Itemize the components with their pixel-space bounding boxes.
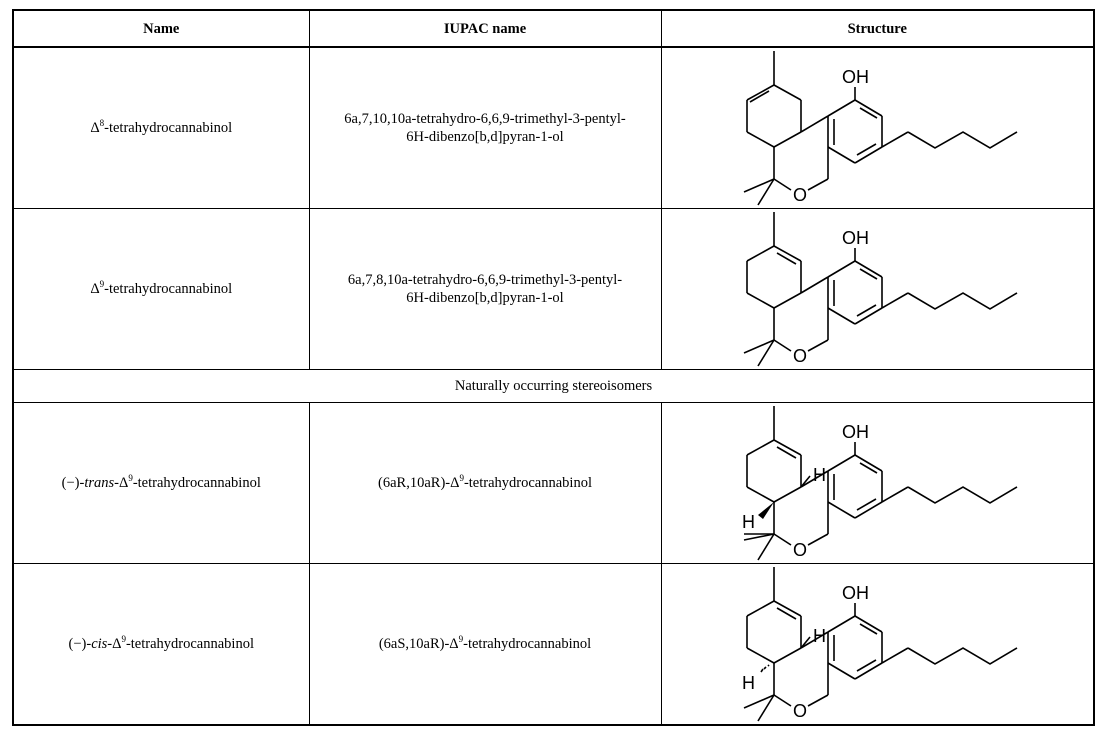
cis-thc-structure: [662, 565, 1093, 724]
compound-name: $(-)-cis-\Delta^9$-tetrahydrocannabinol: [13, 564, 309, 726]
iupac-name: 6a,7,10,10a-tetrahydro-6,6,9-trimethyl-3-pentyl- 6H-dibenzo[b,d]pyran-1-ol: [309, 47, 661, 209]
header-name: Name: [13, 10, 309, 47]
header-iupac: IUPAC name: [309, 10, 661, 47]
header-row: [13, 10, 1094, 47]
hydroxyl-label: OH: [841, 227, 869, 248]
hydroxyl-label: OH: [841, 66, 869, 87]
section-label: Naturally occurring stereoisomers: [13, 370, 1094, 403]
structure-cell: [661, 47, 1094, 209]
hydroxyl-label: OH: [841, 421, 869, 442]
table-row: [13, 47, 1094, 209]
delta9-thc-structure: [662, 210, 1093, 369]
structure-cell: [661, 564, 1094, 726]
header-structure: Structure: [661, 10, 1094, 47]
structure-cell: [661, 403, 1094, 564]
compound-name: $(-)-trans-\Delta^9$-tetrahydrocannabinol: [13, 403, 309, 564]
compound-name: $\Delta^9$-tetrahydrocannabinol: [13, 209, 309, 370]
iupac-name: $(6aR,10aR)-\Delta^9$-tetrahydrocannabinol: [309, 403, 661, 564]
hydrogen-label-10a: H: [812, 625, 826, 646]
compound-name: $\Delta^8$-tetrahydrocannabinol: [13, 47, 309, 209]
hydrogen-label-6a: H: [741, 672, 755, 693]
structure-cell: [661, 209, 1094, 370]
table-row: [13, 564, 1094, 726]
thc-table: [12, 9, 1095, 726]
iupac-name: $(6aS,10aR)-\Delta^9$-tetrahydrocannabinol: [309, 564, 661, 726]
hydrogen-label-10a: H: [812, 464, 826, 485]
table-row: [13, 403, 1094, 564]
oxygen-label: O: [792, 184, 807, 205]
section-row: [13, 370, 1094, 403]
hydrogen-label-6a: H: [741, 511, 755, 532]
oxygen-label: O: [792, 700, 807, 721]
iupac-name: 6a,7,8,10a-tetrahydro-6,6,9-trimethyl-3-pentyl- 6H-dibenzo[b,d]pyran-1-ol: [309, 209, 661, 370]
hydroxyl-label: OH: [841, 582, 869, 603]
oxygen-label: O: [792, 345, 807, 366]
table-row: [13, 209, 1094, 370]
oxygen-label: O: [792, 539, 807, 560]
trans-thc-structure: [662, 404, 1093, 563]
delta8-thc-structure: [662, 49, 1093, 208]
